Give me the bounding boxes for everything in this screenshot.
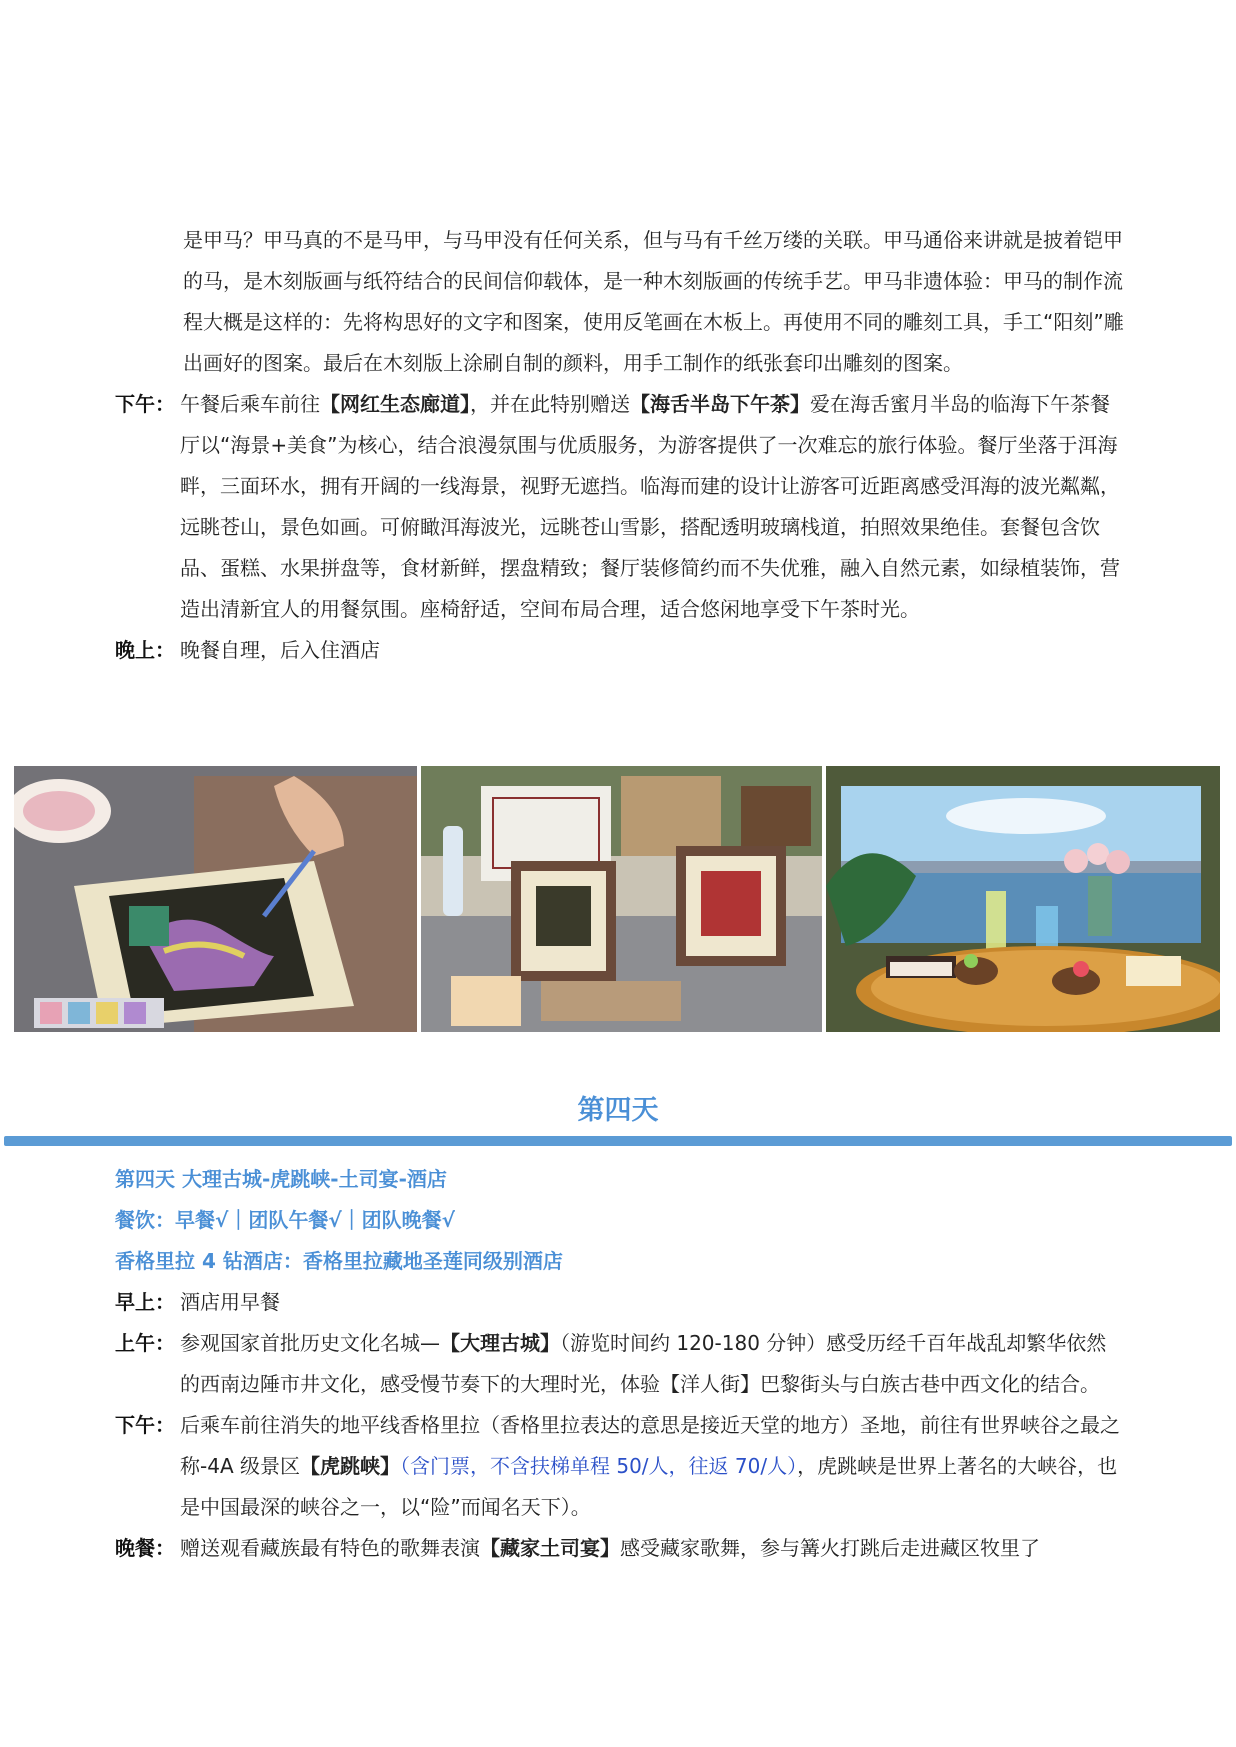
morning-label: 上午： — [115, 1331, 175, 1355]
afternoon-tea-highlight: 【海舌半岛下午茶】 — [630, 392, 810, 416]
meals-line: 餐饮：早餐√｜团队午餐√｜团队晚餐√ — [115, 1208, 456, 1232]
dinner-paragraph: 晚餐： 赠送观看藏族最有特色的歌舞表演【藏家土司宴】感受藏家歌舞，参与篝火打跳后走进藏区牧里了 — [115, 1528, 1125, 1569]
tusi-banquet-highlight: 【藏家土司宴】 — [480, 1536, 620, 1560]
evening-label: 晚上： — [115, 638, 175, 662]
photo-strip — [14, 766, 1220, 1032]
hotel-line: 香格里拉 4 钻酒店：香格里拉藏地圣莲同级别酒店 — [115, 1249, 563, 1273]
afternoon-paragraph: 下午： 午餐后乘车前往【网红生态廊道】，并在此特别赠送【海舌半岛下午茶】爱在海舌蜜月半岛的临海下午茶餐厅以“海景+美食”为核心，结合浪漫氛围与优质服务，为游客提供了一次难忘的旅行体验。餐厅坐落于洱海畔，三面环水，拥有开阔的一线海景，视野无遮挡。临海而建的设计让游客可近距离感受洱海的波光粼粼，远眺苍山，景色如画。可俯瞰洱海波光，远眺苍山雪影，搭配透明玻璃栈道，拍照效果绝佳。套餐包含饮品、蛋糕、水果拼盘等，食材新鲜，摆盘精致；餐厅装修简约而不失优雅，融入自然元素，如绿植装饰，营造出清新宜人的用餐氛围。座椅舒适，空间布局合理，适合悠闲地享受下午茶时光。 — [115, 384, 1125, 630]
day4-route-title: 第四天 大理古城-虎跳峡-土司宴-酒店 — [115, 1167, 447, 1191]
day4-section-title: 第四天 — [577, 1095, 659, 1126]
section-divider-bar — [4, 1136, 1232, 1146]
jiama-painting-photo — [14, 766, 417, 1032]
jiama-paragraph: 是甲马？甲马真的不是马甲，与马甲没有任何关系，但与马有千丝万缕的关联。甲马通俗来讲就是披着铠甲的马，是木刻版画与纸符结合的民间信仰载体，是一种木刻版画的传统手艺。甲马非遗体验：甲马的制作流程大概是这样的：先将构思好的文字和图案，使用反笔画在木板上。再使用不同的雕刻工具，手工“阳刻”雕出画好的图案。最后在木刻版上涂刷自制的颜料，用手工制作的纸张套印出雕刻的图案。 — [183, 228, 1124, 375]
evening-paragraph: 晚上： 晚餐自理，后入住酒店 — [115, 630, 1125, 671]
breakfast-label: 早上： — [115, 1290, 175, 1314]
day4-afternoon-paragraph: 下午： 后乘车前往消失的地平线香格里拉（香格里拉表达的意思是接近天堂的地方）圣地，前往有世界峡谷之最之称-4A 级景区【虎跳峡】（含门票，不含扶梯单程 50/人，往返 70/人），虎跳峡是世界上著名的大峡谷，也是中国最深的峡谷之一，以“险”而闻名天下）。 — [115, 1405, 1125, 1528]
ticket-note: （含门票，不含扶梯单程 50/人，往返 70/人） — [399, 1454, 798, 1478]
afternoon-label: 下午： — [115, 392, 175, 416]
breakfast-paragraph: 早上： 酒店用早餐 — [115, 1282, 1125, 1323]
jiama-frames-photo — [421, 766, 822, 1032]
day4-afternoon-label: 下午： — [115, 1413, 175, 1437]
dali-old-town-highlight: 【大理古城】 — [440, 1331, 560, 1355]
lakeside-tea-photo — [826, 766, 1220, 1032]
tiger-leaping-gorge-highlight: 【虎跳峡】 — [299, 1454, 400, 1478]
day3-text-block — [115, 220, 1125, 671]
eco-corridor-highlight: 【网红生态廊道】 — [320, 392, 470, 416]
dinner-label: 晚餐： — [115, 1536, 175, 1560]
morning-paragraph: 上午： 参观国家首批历史文化名城—【大理古城】（游览时间约 120-180 分钟）感受历经千百年战乱却繁华依然的西南边陲市井文化，感受慢节奏下的大理时光，体验【洋人街】巴黎街头与白族古巷中西文化的结合。 — [115, 1323, 1125, 1405]
day4-info-block — [115, 1159, 1125, 1569]
